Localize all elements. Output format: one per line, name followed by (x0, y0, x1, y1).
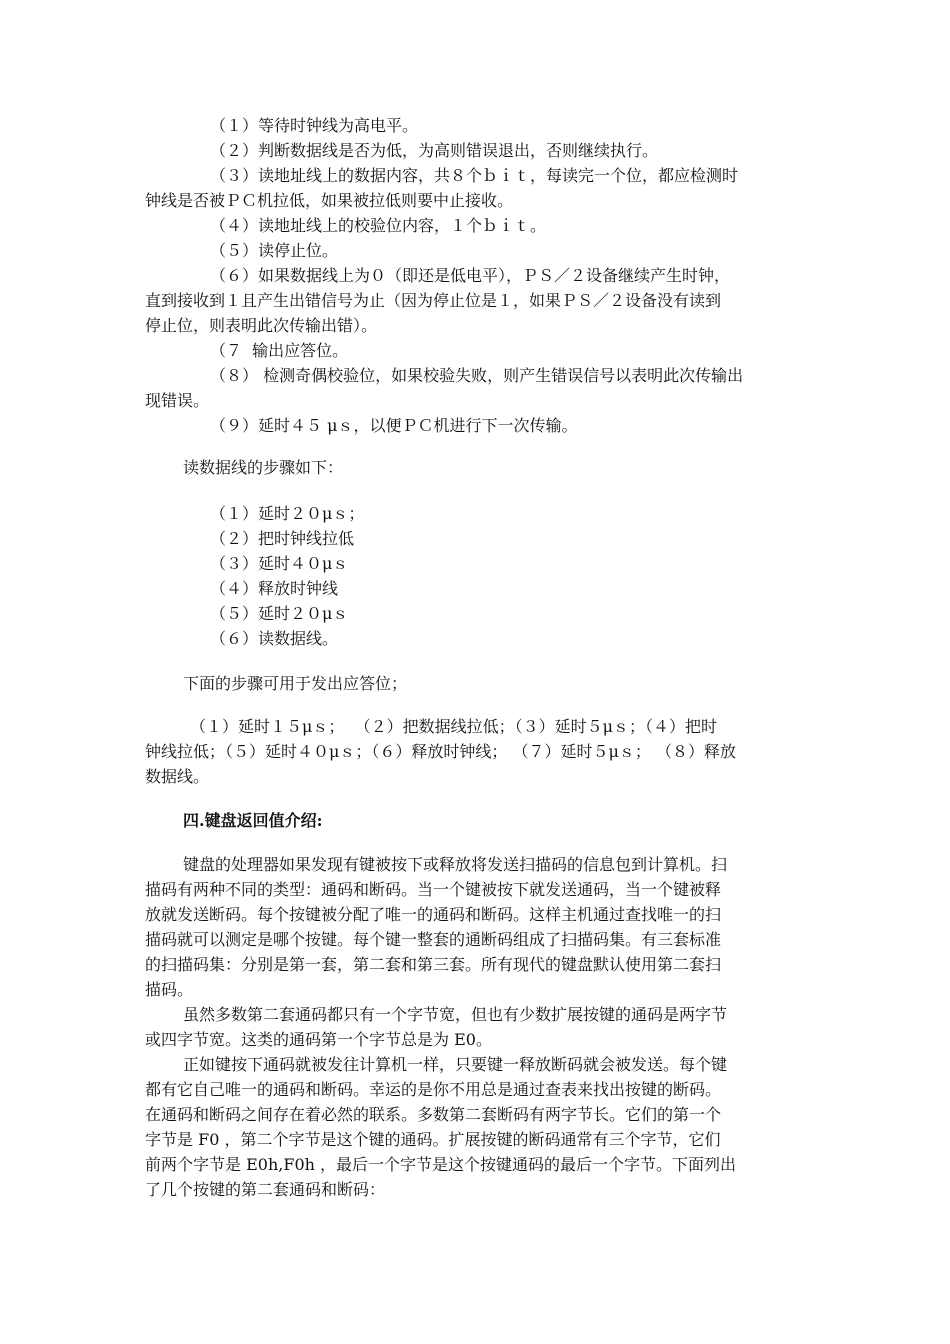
write-step-7: （７ 输出应答位。 (210, 341, 349, 360)
read-step-4: （４）释放时钟线 (210, 579, 339, 598)
para1-line-5: 的扫描码集：分别是第一套，第二套和第三套。所有现代的键盘默认使用第二套扫 (145, 955, 722, 974)
read-step-6: （６）读数据线。 (210, 629, 339, 648)
write-step-8-cont: 现错误。 (145, 391, 210, 410)
para1-line-2: 描码有两种不同的类型：通码和断码。当一个键被按下就发送通码，当一个键被释 (145, 880, 722, 899)
para3-line-4: 字节是 F0 ，第二个字节是这个键的通码。扩展按键的断码通常有三个字节，它们 (145, 1130, 721, 1149)
write-step-3: （３）读地址线上的数据内容，共８个ｂｉｔ，每读完一个位，都应检测时 (210, 166, 739, 185)
para1-line-6: 描码。 (145, 980, 194, 999)
write-step-1: （１）等待时钟线为高电平。 (210, 116, 419, 135)
write-step-8: （８） 检测奇偶校验位，如果校验失败，则产生错误信号以表明此次传输出 (210, 366, 744, 385)
para1-line-3: 放就发送断码。每个按键被分配了唯一的通码和断码。这样主机通过查找唯一的扫 (145, 905, 722, 924)
para3-line-6: 了几个按键的第二套通码和断码： (145, 1180, 386, 1199)
ack-steps-line-2: 钟线拉低；（５）延时４０μｓ；（６）释放时钟线； （７）延时５μｓ； （８）释放 (145, 742, 736, 761)
para3-line-2: 都有它自己唯一的通码和断码。幸运的是你不用总是通过查表来找出按键的断码。 (145, 1080, 722, 1099)
para2-line-2: 或四字节宽。这类的通码第一个字节总是为 E0。 (145, 1030, 492, 1049)
para3-line-1: 正如键按下通码就被发往计算机一样，只要键一释放断码就会被发送。每个键 (183, 1055, 728, 1074)
write-step-9: （９）延时４５ μｓ，以便ＰＣ机进行下一次传输。 (210, 416, 578, 435)
read-step-3: （３）延时４０μｓ (210, 554, 349, 573)
read-step-5: （５）延时２０μｓ (210, 604, 349, 623)
para1-line-1: 键盘的处理器如果发现有键被按下或释放将发送扫描码的信息包到计算机。扫 (183, 855, 728, 874)
write-step-6-cont: 直到接收到１且产生出错信号为止（因为停止位是１，如果ＰＳ／２设备没有读到 (145, 291, 722, 310)
write-step-4: （４）读地址线上的校验位内容，１个ｂｉｔ。 (210, 216, 547, 235)
ack-heading: 下面的步骤可用于发出应答位； (183, 674, 408, 693)
write-step-2: （２）判断数据线是否为低，为高则错误退出，否则继续执行。 (210, 141, 659, 160)
section-heading: 四.键盘返回值介绍: (183, 811, 323, 830)
write-step-6: （６）如果数据线上为０（即还是低电平），ＰＳ／２设备继续产生时钟， (210, 266, 731, 285)
ack-steps-line-1: （１）延时１５μｓ； （２）把数据线拉低；（３）延时５μｓ；（４）把时 (190, 717, 717, 736)
para3-line-5: 前两个字节是 E0h,F0h ，最后一个字节是这个按键通码的最后一个字节。下面列出 (145, 1155, 737, 1174)
para1-line-4: 描码就可以测定是哪个按键。每个键一整套的通断码组成了扫描码集。有三套标准 (145, 930, 722, 949)
write-step-3-cont: 钟线是否被ＰＣ机拉低，如果被拉低则要中止接收。 (145, 191, 514, 210)
ack-steps-line-3: 数据线。 (145, 767, 210, 786)
read-step-2: （２）把时钟线拉低 (210, 529, 355, 548)
read-step-1: （１）延时２０μｓ； (210, 504, 365, 523)
write-step-6-cont2: 停止位，则表明此次传输出错）。 (145, 316, 378, 335)
read-heading: 读数据线的步骤如下： (183, 458, 344, 477)
para2-line-1: 虽然多数第二套通码都只有一个字节宽，但也有少数扩展按键的通码是两字节 (183, 1005, 728, 1024)
write-step-5: （５）读停止位。 (210, 241, 339, 260)
para3-line-3: 在通码和断码之间存在着必然的联系。多数第二套断码有两字节长。它们的第一个 (145, 1105, 722, 1124)
